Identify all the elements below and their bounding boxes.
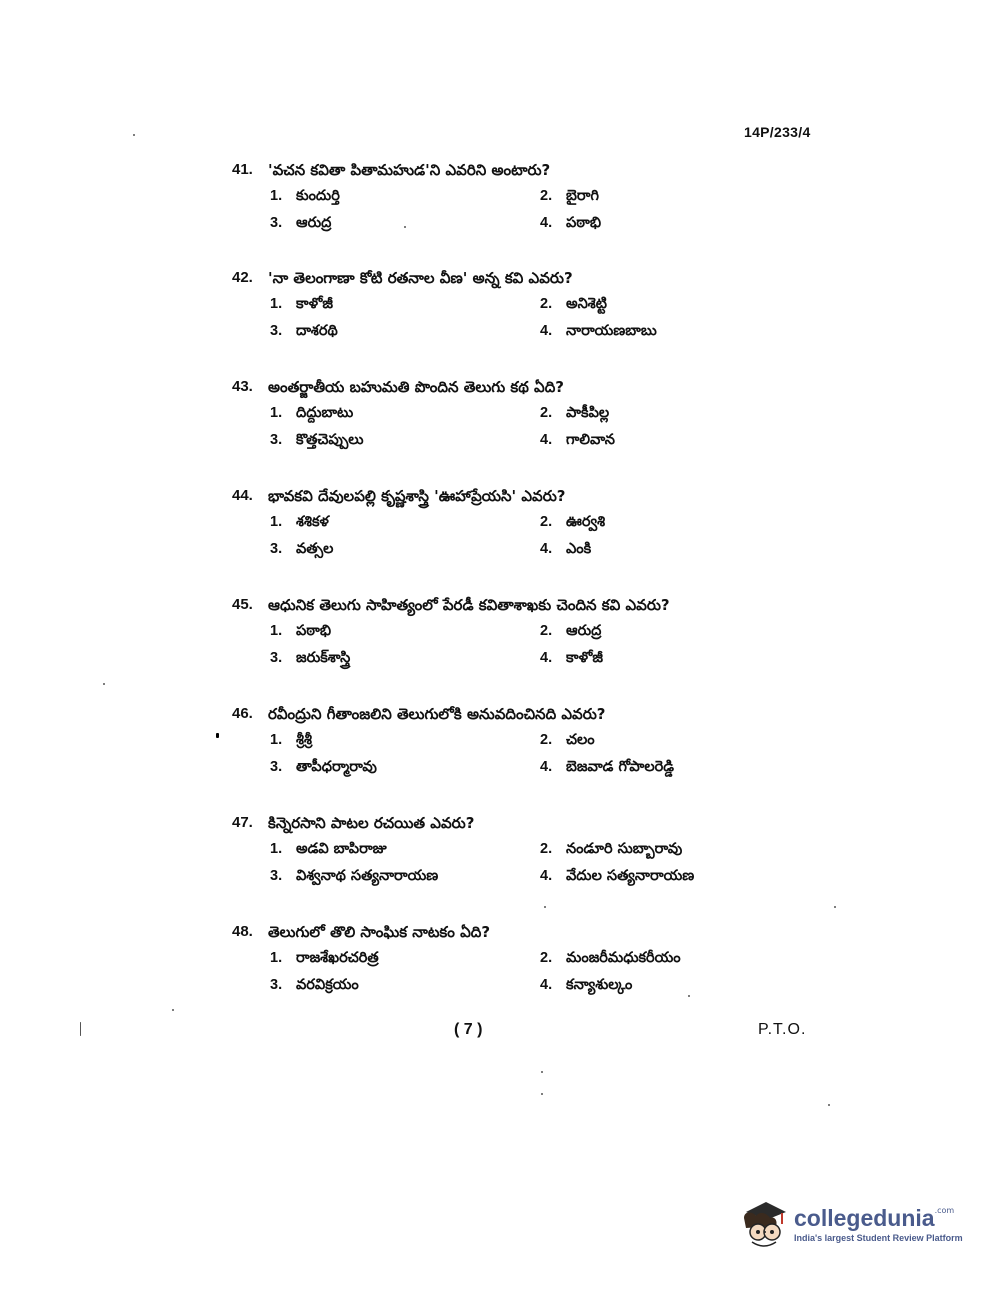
option-number: 2.: [540, 405, 553, 421]
option-number: 4.: [540, 977, 553, 993]
option-text: కన్యాశుల్కం: [566, 977, 633, 993]
option-number: 4.: [540, 323, 553, 339]
option-text: ఆరుద్ర: [296, 215, 332, 231]
question-number: 42.: [232, 269, 253, 286]
option-number: 2.: [540, 296, 553, 312]
question-number: 41.: [232, 161, 253, 178]
option-3: [270, 430, 540, 450]
option-number: 3.: [270, 215, 283, 231]
option-4: [540, 213, 760, 233]
page-number: ( 7 ): [454, 1021, 483, 1038]
option-2: [540, 730, 760, 750]
option-number: 1.: [270, 623, 283, 639]
question-text: రవీంద్రుని గీతాంజలిని తెలుగులోకి అనువదించినది ఎవరు?: [268, 705, 606, 723]
options-grid: [270, 512, 752, 559]
question-number: 46.: [232, 705, 253, 722]
option-2: [540, 512, 760, 532]
option-text: దిద్దుబాటు: [296, 405, 354, 421]
question-47: [232, 813, 752, 886]
option-3: [270, 975, 540, 995]
option-4: [540, 321, 760, 341]
option-number: 4.: [540, 868, 553, 884]
option-text: నారాయణబాబు: [566, 323, 657, 339]
option-number: 3.: [270, 323, 283, 339]
option-number: 4.: [540, 432, 553, 448]
option-number: 3.: [270, 868, 283, 884]
option-text: ఎంకి: [566, 541, 592, 557]
option-1: [270, 403, 540, 423]
option-1: [270, 730, 540, 750]
pto-label: P.T.O.: [758, 1021, 807, 1038]
option-text: పఠాభి: [566, 215, 602, 231]
option-1: [270, 948, 540, 968]
question-number: 47.: [232, 814, 253, 831]
option-3: [270, 321, 540, 341]
option-number: 4.: [540, 541, 553, 557]
option-number: 2.: [540, 950, 553, 966]
option-1: [270, 512, 540, 532]
option-text: వరవిక్రయం: [296, 977, 359, 993]
question-line: [232, 704, 752, 724]
option-text: శశికళ: [296, 514, 329, 530]
option-4: [540, 757, 760, 777]
question-44: [232, 486, 752, 559]
option-number: 3.: [270, 977, 283, 993]
option-4: [540, 648, 760, 668]
option-2: [540, 294, 760, 314]
option-number: 2.: [540, 514, 553, 530]
option-3: [270, 213, 540, 233]
option-text: బైరాగి: [566, 188, 599, 204]
options-grid: [270, 839, 752, 886]
option-number: 2.: [540, 623, 553, 639]
options-grid: [270, 294, 752, 341]
option-number: 2.: [540, 732, 553, 748]
question-line: [232, 922, 752, 942]
option-number: 3.: [270, 650, 283, 666]
option-number: 1.: [270, 405, 283, 421]
question-line: [232, 595, 752, 615]
option-text: నండూరి సుబ్బారావు: [566, 841, 683, 857]
option-3: [270, 866, 540, 886]
option-text: మంజరీమధుకరీయం: [566, 950, 681, 966]
option-text: కాళోజీ: [296, 296, 333, 312]
option-3: [270, 539, 540, 559]
question-text: అంతర్జాతీయ బహుమతి పొందిన తెలుగు కథ ఏది?: [268, 378, 565, 396]
option-number: 1.: [270, 950, 283, 966]
question-line: [232, 486, 752, 506]
option-text: వత్సల: [296, 541, 334, 557]
options-grid: [270, 186, 752, 233]
option-text: పాకీపిల్ల: [566, 405, 610, 421]
question-48: [232, 922, 752, 995]
question-number: 48.: [232, 923, 253, 940]
collegedunia-logo: [738, 1198, 963, 1250]
option-number: 2.: [540, 188, 553, 204]
option-text: బెజవాడ గోపాలరెడ్డి: [566, 759, 674, 775]
option-number: 4.: [540, 759, 553, 775]
question-line: [232, 377, 752, 397]
options-grid: [270, 621, 752, 668]
option-2: [540, 839, 760, 859]
option-3: [270, 648, 540, 668]
option-2: [540, 948, 760, 968]
option-text: ఆరుద్ర: [566, 623, 602, 639]
option-1: [270, 839, 540, 859]
brand-name: collegedunia: [794, 1204, 935, 1231]
question-line: [232, 268, 752, 288]
option-text: గాలివాన: [566, 432, 615, 448]
option-text: కాళోజీ: [566, 650, 603, 666]
option-number: 3.: [270, 759, 283, 775]
options-grid: [270, 730, 752, 777]
option-number: 2.: [540, 841, 553, 857]
question-text: 'వచన కవితా పితామహుడ'ని ఎవరిని అంటారు?: [268, 161, 551, 179]
option-4: [540, 430, 760, 450]
question-41: [232, 160, 752, 233]
question-text: కిన్నెరసాని పాటల రచయిత ఎవరు?: [268, 814, 475, 832]
option-text: రాజశేఖరచరిత్ర: [296, 950, 379, 966]
option-2: [540, 186, 760, 206]
option-number: 4.: [540, 650, 553, 666]
question-45: [232, 595, 752, 668]
option-number: 3.: [270, 541, 283, 557]
option-number: 1.: [270, 296, 283, 312]
option-text: శ్రీశ్రీ: [296, 732, 312, 748]
question-line: [232, 160, 752, 180]
question-43: [232, 377, 752, 450]
option-text: అనిశెట్టి: [566, 296, 607, 312]
option-3: [270, 757, 540, 777]
question-text: భావకవి దేవులపల్లి కృష్ణశాస్త్రి 'ఊహాప్రేయసి' ఎవరు?: [268, 487, 566, 505]
option-text: కుందుర్తి: [296, 188, 340, 204]
question-text: 'నా తెలంగాణా కోటి రతనాల వీణ' అన్న కవి ఎవరు?: [268, 269, 573, 287]
option-number: 1.: [270, 841, 283, 857]
option-4: [540, 975, 760, 995]
option-number: 1.: [270, 732, 283, 748]
option-text: దాశరథి: [296, 323, 338, 339]
mascot-icon: [738, 1198, 788, 1250]
question-number: 43.: [232, 378, 253, 395]
option-2: [540, 621, 760, 641]
question-number: 45.: [232, 596, 253, 613]
option-number: 4.: [540, 215, 553, 231]
option-2: [540, 403, 760, 423]
brand-tagline: India's largest Student Review Platform: [794, 1232, 963, 1243]
question-text: ఆధునిక తెలుగు సాహిత్యంలో పేరడీ కవితాశాఖకు చెందిన కవి ఎవరు?: [268, 596, 670, 614]
options-grid: [270, 948, 752, 995]
paper-code: 14P/233/4: [744, 124, 811, 140]
question-text: తెలుగులో తొలి సాంఘిక నాటకం ఏది?: [268, 923, 491, 941]
question-number: 44.: [232, 487, 253, 504]
option-text: తాపీధర్మారావు: [296, 759, 377, 775]
option-text: కొత్తచెప్పులు: [296, 432, 364, 448]
question-line: [232, 813, 752, 833]
option-text: ఊర్వశి: [566, 514, 606, 530]
question-46: [232, 704, 752, 777]
option-number: 3.: [270, 432, 283, 448]
option-4: [540, 866, 760, 886]
options-grid: [270, 403, 752, 450]
option-text: పఠాభి: [296, 623, 332, 639]
option-number: 1.: [270, 514, 283, 530]
option-text: అడవి బాపిరాజు: [296, 841, 387, 857]
brand-suffix: .com: [934, 1205, 955, 1215]
option-text: విశ్వనాథ సత్యనారాయణ: [296, 868, 439, 884]
option-number: 1.: [270, 188, 283, 204]
question-42: [232, 268, 752, 341]
option-text: చలం: [566, 732, 595, 748]
option-1: [270, 294, 540, 314]
option-1: [270, 621, 540, 641]
option-4: [540, 539, 760, 559]
option-text: వేదుల సత్యనారాయణ: [566, 868, 695, 884]
option-text: జరుక్‌శాస్త్రి: [296, 650, 351, 666]
option-1: [270, 186, 540, 206]
